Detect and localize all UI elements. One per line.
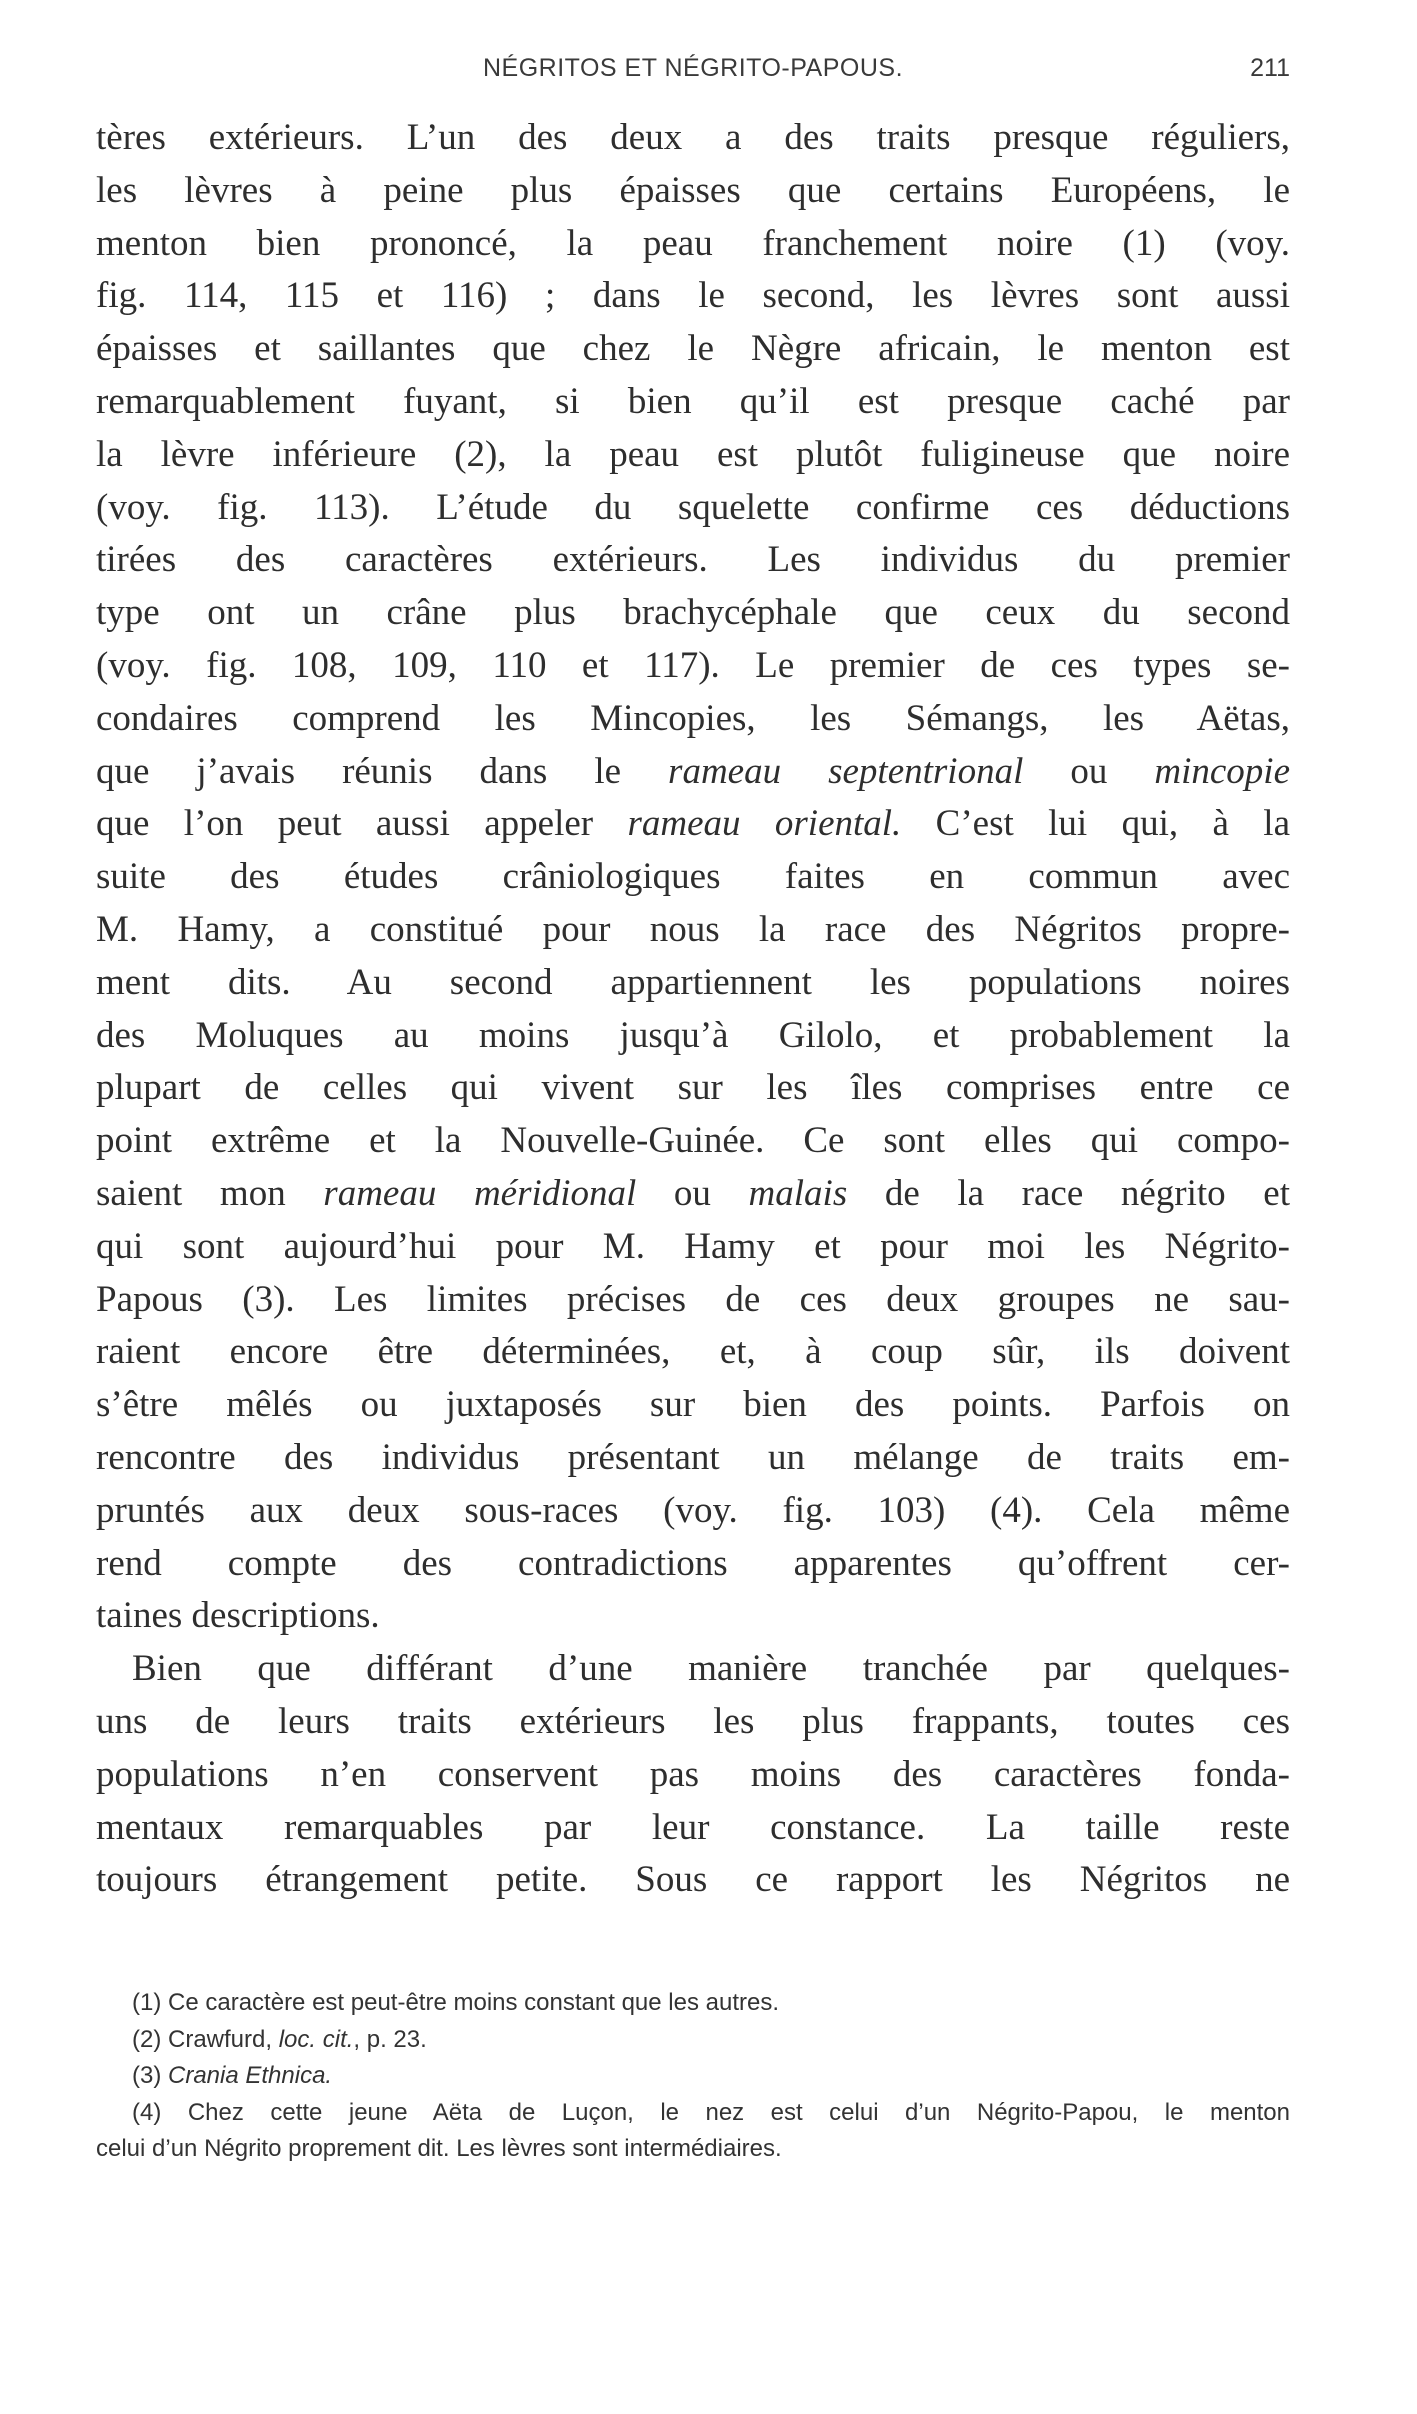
text-line: Papous (3). Les limites précises de ces deux groupes ne sau- bbox=[96, 1278, 1290, 1320]
footnotes bbox=[96, 1985, 1290, 2168]
text-run: que j’avais réunis dans le bbox=[96, 750, 669, 792]
text-line bbox=[96, 1168, 1290, 1221]
text-line: mentaux remarquables par leur constance. La taille reste bbox=[96, 1806, 1290, 1848]
italic-term: rameau oriental. bbox=[627, 803, 902, 845]
footnote-2 bbox=[96, 2022, 1290, 2059]
footnote-text: Crawfurd, bbox=[161, 2025, 279, 2053]
page-number: 211 bbox=[1250, 54, 1290, 82]
text-line: plupart de celles qui vivent sur les îles comprises entre ce bbox=[96, 1067, 1290, 1109]
footnote-text: Chez cette jeune Aëta de Luçon, le nez est celui d’un Négrito-Papou, le menton bbox=[161, 2098, 1290, 2126]
text-line: (voy. fig. 113). L’étude du squelette confirme ces déductions bbox=[96, 486, 1290, 528]
footnote-text: Ce caractère est peut-être moins constant que les autres. bbox=[161, 1989, 779, 2016]
text-line: M. Hamy, a constitué pour nous la race des Négritos propre- bbox=[96, 908, 1290, 950]
footnote-4 bbox=[96, 2095, 1290, 2132]
text-line: (voy. fig. 108, 109, 110 et 117). Le premier de ces types se- bbox=[96, 644, 1290, 686]
text-line: rend compte des contradictions apparentes qu’offrent cer- bbox=[96, 1542, 1290, 1584]
text-line: s’être mêlés ou juxtaposés sur bien des points. Parfois on bbox=[96, 1384, 1290, 1426]
text-line: remarquablement fuyant, si bien qu’il est presque caché par bbox=[96, 380, 1290, 422]
running-head bbox=[96, 54, 1290, 94]
text-line bbox=[96, 798, 1290, 851]
italic-term: rameau méridional bbox=[323, 1172, 637, 1214]
text-run: de la race négrito et bbox=[847, 1172, 1290, 1214]
text-line: taines descriptions. bbox=[96, 1595, 380, 1637]
text-line: les lèvres à peine plus épaisses que certains Européens, le bbox=[96, 169, 1290, 211]
footnote-number: (2) bbox=[132, 2025, 162, 2053]
text-line: qui sont aujourd’hui pour M. Hamy et pour moi les Négrito- bbox=[96, 1225, 1290, 1267]
text-line: Bien que différant d’une manière tranchée par quelques- bbox=[132, 1648, 1290, 1690]
text-line: type ont un crâne plus brachycéphale que ceux du second bbox=[96, 592, 1290, 634]
text-run: C’est lui qui, à la bbox=[901, 803, 1290, 845]
text-line: tirées des caractères extérieurs. Les individus du premier bbox=[96, 539, 1290, 581]
footnote-italic: loc. cit. bbox=[278, 2025, 354, 2053]
italic-term: rameau septentrional bbox=[668, 750, 1024, 792]
body-text bbox=[96, 112, 1290, 1907]
footnote-number: (1) bbox=[132, 1989, 162, 2016]
text-run: ou bbox=[1023, 750, 1155, 792]
text-line: uns de leurs traits extérieurs les plus frappants, toutes ces bbox=[96, 1700, 1290, 1742]
footnote-1 bbox=[96, 1985, 1290, 2022]
text-run: ou bbox=[636, 1172, 749, 1214]
footnote-3 bbox=[96, 2058, 1290, 2095]
text-line: raient encore être déterminées, et, à coup sûr, ils doivent bbox=[96, 1331, 1290, 1373]
text-line: populations n’en conservent pas moins des caractères fonda- bbox=[96, 1753, 1290, 1795]
text-line: tères extérieurs. L’un des deux a des traits presque réguliers, bbox=[96, 117, 1290, 158]
text-line: la lèvre inférieure (2), la peau est plutôt fuligineuse que noire bbox=[96, 433, 1290, 475]
text-line: condaires comprend les Mincopies, les Sémangs, les Aëtas, bbox=[96, 697, 1290, 739]
text-line: menton bien prononcé, la peau franchement noire (1) (voy. bbox=[96, 222, 1290, 264]
footnote-number: (3) bbox=[132, 2062, 162, 2089]
italic-term: mincopie bbox=[1154, 750, 1290, 792]
text-line: rencontre des individus présentant un mélange de traits em- bbox=[96, 1436, 1290, 1478]
text-line: épaisses et saillantes que chez le Nègre africain, le menton est bbox=[96, 328, 1290, 370]
text-line: toujours étrangement petite. Sous ce rapport les Négritos ne bbox=[96, 1859, 1290, 1901]
text-line: point extrême et la Nouvelle-Guinée. Ce sont elles qui compo- bbox=[96, 1120, 1290, 1162]
text-line: ment dits. Au second appartiennent les populations noires bbox=[96, 961, 1290, 1003]
text-line: des Moluques au moins jusqu’à Gilolo, et probablement la bbox=[96, 1014, 1290, 1056]
text-run: saient mon bbox=[96, 1172, 324, 1214]
footnote-number: (4) bbox=[132, 2098, 162, 2126]
text-run: que l’on peut aussi appeler bbox=[96, 803, 628, 845]
footnote-4-continued: celui d’un Négrito proprement dit. Les lèvres sont intermédiaires. bbox=[96, 2135, 782, 2162]
text-line: fig. 114, 115 et 116) ; dans le second, les lèvres sont aussi bbox=[96, 275, 1290, 317]
text-line bbox=[96, 746, 1290, 799]
footnote-italic: Crania Ethnica. bbox=[161, 2062, 333, 2089]
italic-term: malais bbox=[748, 1172, 848, 1214]
running-title: NÉGRITOS ET NÉGRITO-PAPOUS. bbox=[482, 54, 904, 82]
text-line: suite des études crâniologiques faites en commun avec bbox=[96, 856, 1290, 898]
text-line: pruntés aux deux sous-races (voy. fig. 103) (4). Cela même bbox=[96, 1489, 1290, 1531]
footnote-text: , p. 23. bbox=[353, 2025, 427, 2053]
